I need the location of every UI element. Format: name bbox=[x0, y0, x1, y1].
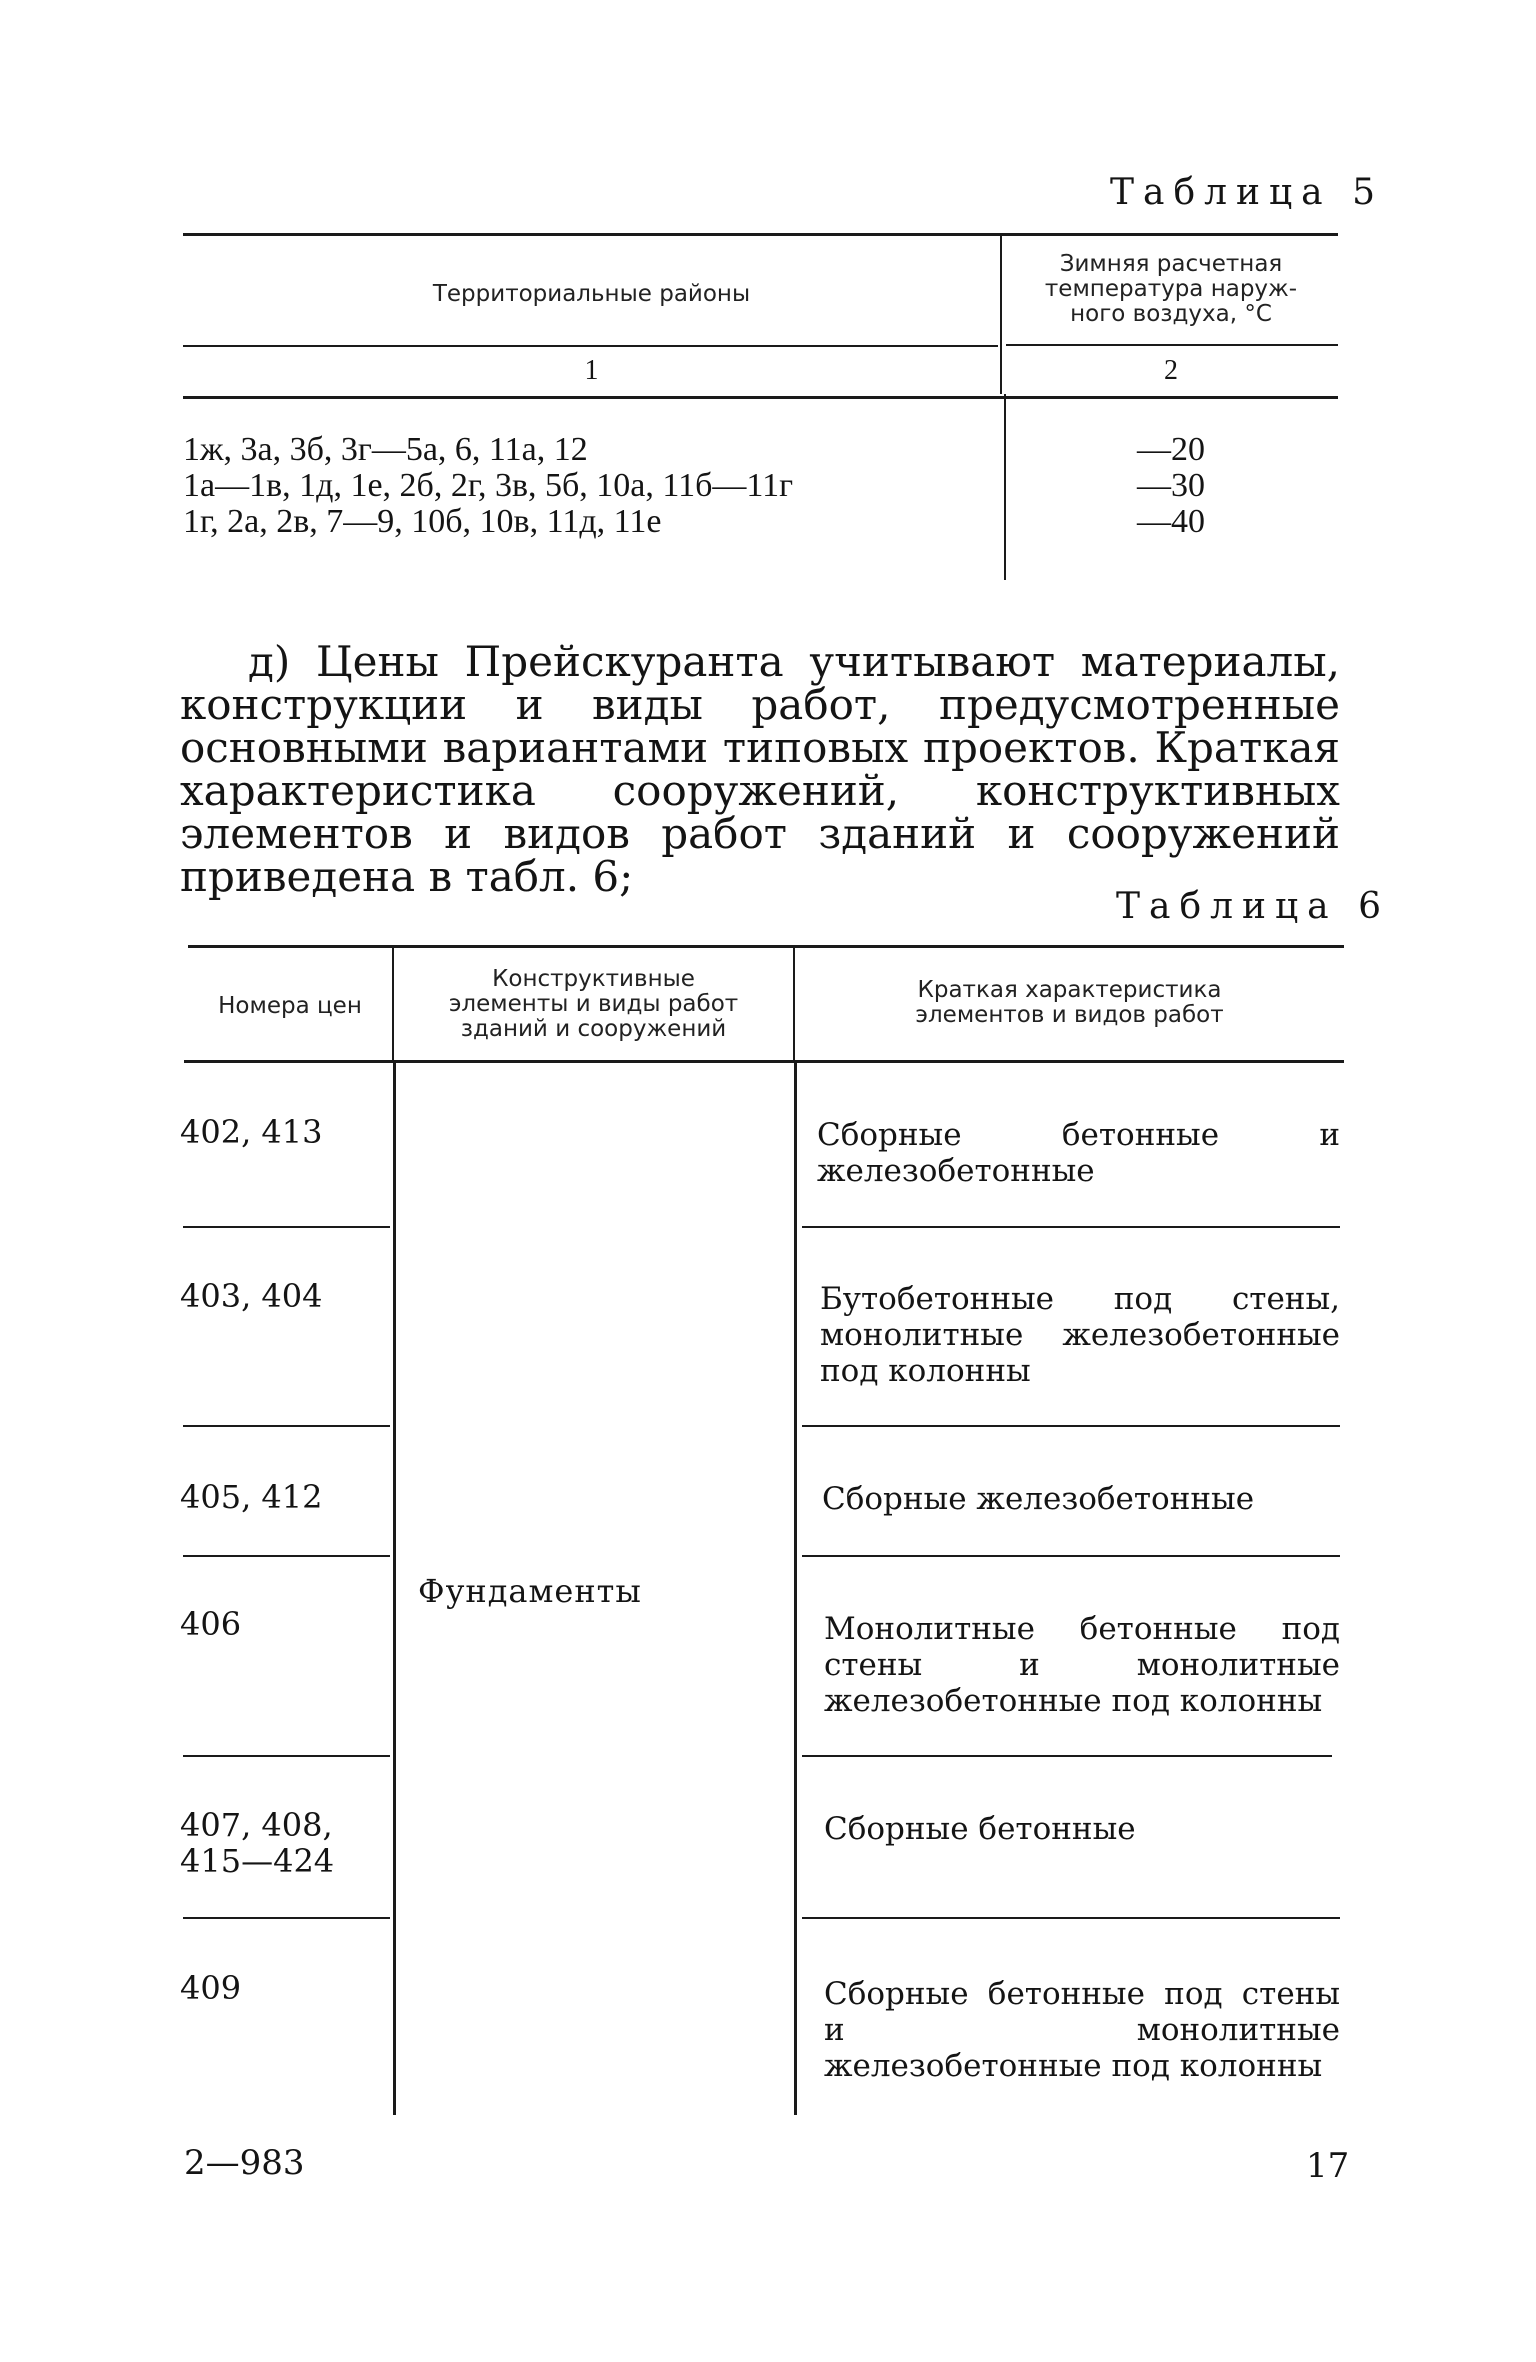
table6-col3-header: Краткая характеристика элементов и видов работ bbox=[915, 977, 1224, 1028]
table6-row6-description: Сборные бетонные под стены и монолитные железобетонные под колонны bbox=[824, 1976, 1340, 2084]
table6-col2-header: Конструктивные элементы и виды работ зданий и сооружений bbox=[448, 966, 739, 1042]
table6-row4-description: Монолитные бетонные под стены и монолитные железобетонные под колонны bbox=[824, 1611, 1340, 1719]
table6-caption: Таблица 6 bbox=[1116, 886, 1390, 927]
table6-row1-prices: 402, 413 bbox=[180, 1113, 323, 1151]
table6-row4-rule-right bbox=[802, 1755, 1332, 1757]
table6-row6-prices: 409 bbox=[180, 1969, 242, 2007]
table5-header-rule-right bbox=[1006, 344, 1338, 346]
table6-body-divider-2 bbox=[794, 1063, 797, 2115]
table6-row3-prices: 405, 412 bbox=[180, 1478, 323, 1516]
page-number: 17 bbox=[1306, 2146, 1350, 2186]
table6-row3-description: Сборные железобетонные bbox=[822, 1481, 1255, 1517]
table5-row1-temp: —20 bbox=[1137, 431, 1205, 468]
table5-row3-temp: —40 bbox=[1137, 503, 1205, 540]
table6-row3-rule-left bbox=[183, 1555, 390, 1557]
table5-row2-temp: —30 bbox=[1137, 467, 1205, 504]
footer-signature: 2—983 bbox=[184, 2143, 305, 2183]
table6-row5-rule-left bbox=[183, 1917, 390, 1919]
table6-row2-prices: 403, 404 bbox=[180, 1277, 323, 1315]
table6-row4-rule-left bbox=[183, 1755, 390, 1757]
table6-row2-rule-right bbox=[802, 1425, 1340, 1427]
table6-top-rule bbox=[188, 945, 1344, 948]
table5-col2-header: Зимняя расчетная температура наруж- ного воздуха, °С bbox=[1044, 251, 1298, 327]
table5-colnum-2: 2 bbox=[1164, 355, 1178, 386]
table5-header-rule-left bbox=[183, 345, 998, 347]
table5-top-rule bbox=[183, 233, 1338, 236]
table6-row3-rule-right bbox=[802, 1555, 1340, 1557]
table6-row5-rule-right bbox=[802, 1917, 1340, 1919]
body-paragraph: д) Цены Прейскуранта учитывают материалы, конструкции и виды работ, предусмотренные основными вариантами типовых проектов. Краткая характеристика сооружений, конструктивных элементов и видов работ зданий и сооружений приведена в табл. 6; bbox=[180, 637, 1340, 901]
table5-caption: Таблица 5 bbox=[1110, 172, 1384, 213]
table6-row2-rule-left bbox=[183, 1425, 390, 1427]
table5-col1-header: Территориальные районы bbox=[432, 281, 751, 307]
table6-row1-description: Сборные бетонные и железобетонные bbox=[817, 1117, 1340, 1189]
table6-row1-rule-left bbox=[183, 1226, 390, 1228]
table6-header-rule bbox=[184, 1060, 1344, 1063]
table6-row5-prices: 407, 408, 415—424 bbox=[180, 1806, 335, 1880]
table6-row1-rule-right bbox=[802, 1226, 1340, 1228]
table6-row5-description: Сборные бетонные bbox=[824, 1811, 1136, 1847]
table5-row3-regions: 1г, 2а, 2в, 7—9, 10б, 10в, 11д, 11е bbox=[183, 503, 662, 540]
table5-row2-regions: 1а—1в, 1д, 1е, 2б, 2г, 3в, 5б, 10а, 11б—11г bbox=[183, 467, 794, 504]
table6-col1-header: Номера цен bbox=[218, 993, 362, 1019]
table6-element-fundamenty: Фундаменты bbox=[418, 1572, 642, 1610]
table6-row2-description: Бутобетонные под стены, монолитные железобетонные под колонны bbox=[820, 1281, 1340, 1389]
table5-row1-regions: 1ж, 3а, 3б, 3г—5а, 6, 11а, 12 bbox=[183, 431, 588, 468]
table5-colnum-rule bbox=[183, 396, 1338, 399]
table5-colnum-1: 1 bbox=[584, 355, 599, 386]
table5-header-divider bbox=[1000, 236, 1002, 394]
table6-row4-prices: 406 bbox=[180, 1605, 242, 1643]
table6-body-divider-1 bbox=[393, 1063, 396, 2115]
